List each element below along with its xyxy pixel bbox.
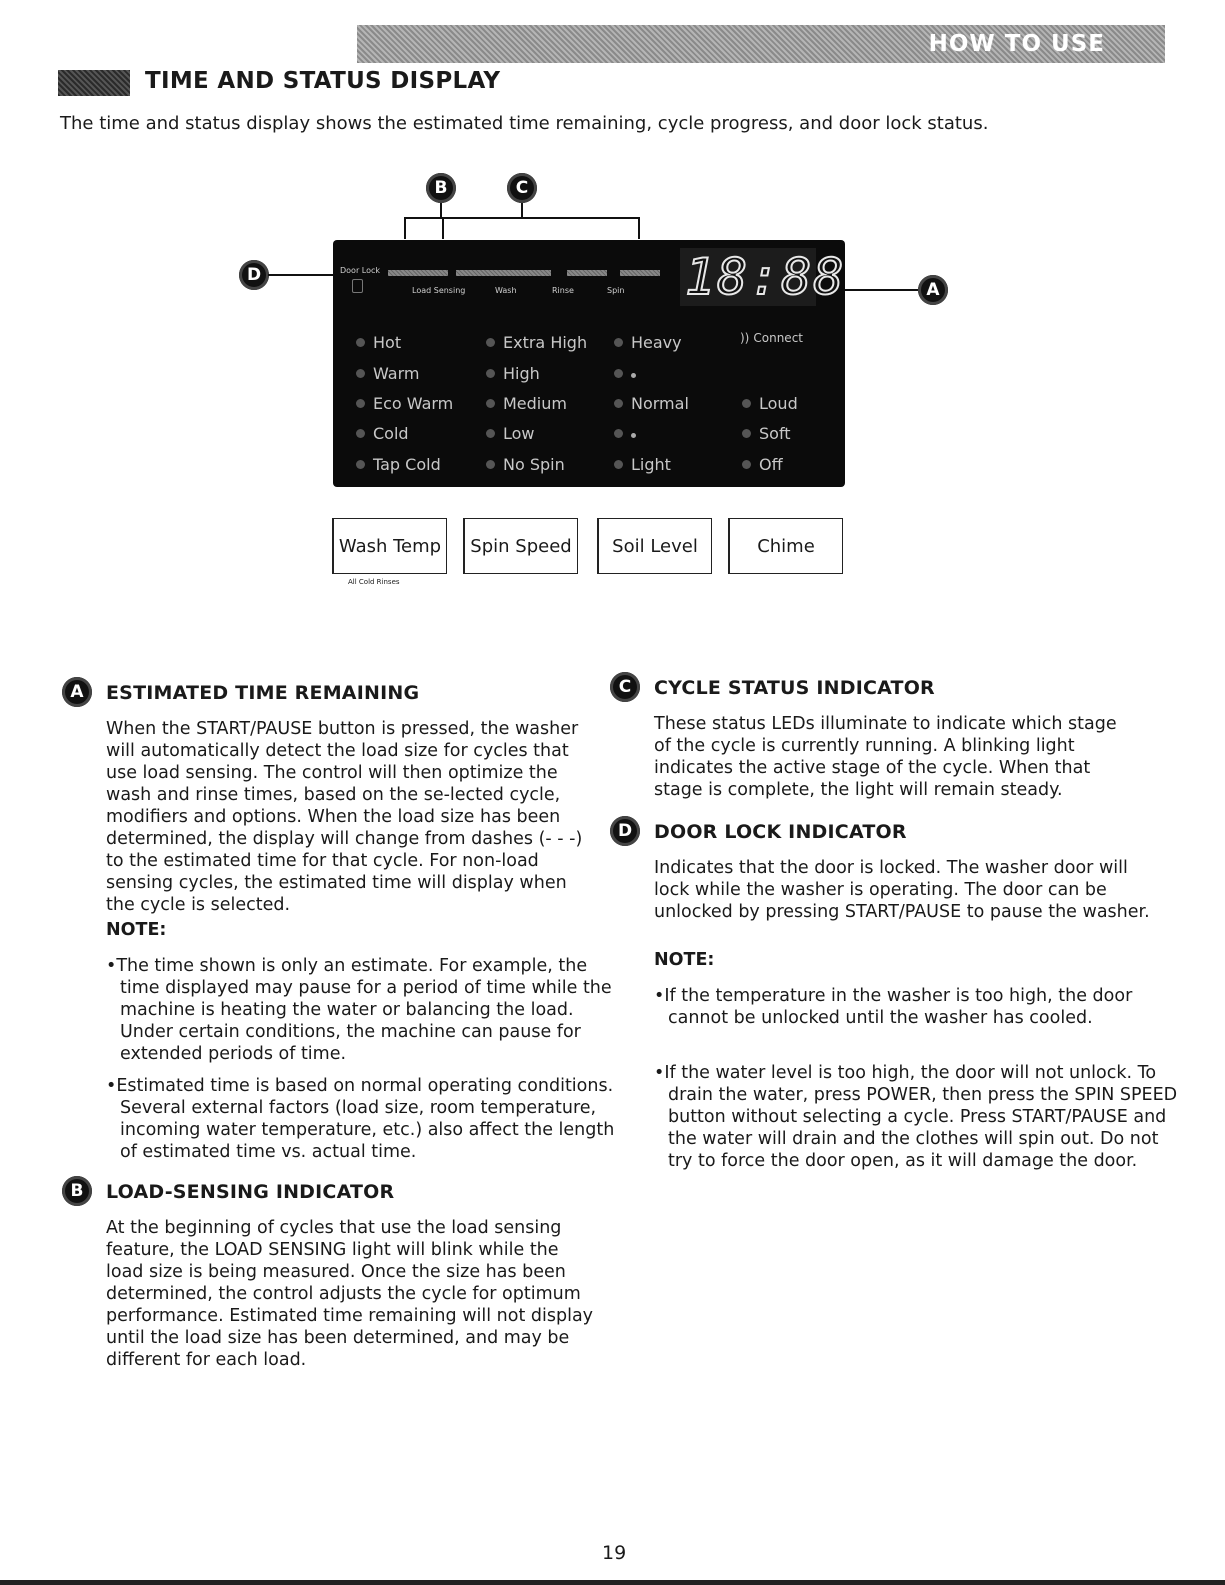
stage-bar-rinse xyxy=(567,270,607,276)
section-c-body: These status LEDs illuminate to indicate which stage of the cycle is currently running. A blinking light indicates the active stage of the cycle. When that stage is complete, the light will remain steady. xyxy=(654,714,1117,800)
wifi-icon: )) xyxy=(740,331,750,345)
section-marker xyxy=(58,70,130,96)
led-icon xyxy=(356,369,365,378)
section-d-body: Indicates that the door is locked. The washer door will lock while the washer is operating. The door can be unlocked by pressing START/PAUSE to pause the washer. xyxy=(654,858,1150,922)
opt-eco-warm: Eco Warm xyxy=(356,394,453,413)
section-d-note-1: •If the temperature in the washer is too high, the door cannot be unlocked until the washer has cooled. xyxy=(654,986,1133,1028)
led-icon xyxy=(486,369,495,378)
opt-no-spin: No Spin xyxy=(486,455,565,474)
opt-cold: Cold xyxy=(356,424,409,443)
callout-c: C xyxy=(507,173,537,203)
opt-extra-high: Extra High xyxy=(486,333,587,352)
callout-d-leader xyxy=(268,274,336,276)
led-icon xyxy=(742,399,751,408)
spin-speed-button[interactable]: Spin Speed xyxy=(463,518,578,574)
bracket-b xyxy=(404,217,444,219)
opt-soil-2 xyxy=(614,364,644,383)
small-dot-icon xyxy=(631,433,636,438)
section-a-body: When the START/PAUSE button is pressed, the washer will automatically detect the load size for cycles that use load sensing. The control will then optimize the wash and rinse times, based on the se-lected cycle, modifiers and options. When the load size has been determined, the display will change from dashes (- - -) to the estimated time for that cycle. For non-load sensing cycles, the estimated time will display when the cycle is selected. xyxy=(106,719,583,915)
callout-a-leader xyxy=(845,289,920,291)
all-cold-rinses-label: All Cold Rinses xyxy=(348,578,400,586)
section-a-note-1: •The time shown is only an estimate. For example, the time displayed may pause for a period of time while the machine is heating the water or balancing the load. Under certain conditions, the machine can pause for extended periods of time. xyxy=(106,956,612,1064)
led-icon xyxy=(356,429,365,438)
callout-c-leader xyxy=(521,203,523,218)
opt-light: Light xyxy=(614,455,671,474)
led-icon xyxy=(486,338,495,347)
how-to-use-tab xyxy=(357,25,1165,63)
opt-warm: Warm xyxy=(356,364,419,383)
callout-b: B xyxy=(426,173,456,203)
page-number: 19 xyxy=(602,1542,627,1564)
led-icon xyxy=(486,399,495,408)
how-to-use-label: HOW TO USE xyxy=(928,31,1105,57)
section-d-badge: D xyxy=(610,816,640,846)
bracket-c-right xyxy=(638,217,640,239)
opt-loud: Loud xyxy=(742,394,798,413)
opt-soil-4 xyxy=(614,424,644,443)
led-icon xyxy=(614,338,623,347)
opt-connect: )) Connect xyxy=(740,331,803,345)
section-d-note-label: NOTE: xyxy=(654,950,715,970)
opt-high: High xyxy=(486,364,540,383)
section-a-note-2: •Estimated time is based on normal operating conditions. Several external factors (load size, room temperature, incoming water temperature, etc.) also affect the length of estimated time vs. actual time. xyxy=(106,1076,615,1162)
section-b-title: LOAD-SENSING INDICATOR xyxy=(106,1181,395,1203)
time-display: 18:88 xyxy=(685,248,846,306)
section-d-title: DOOR LOCK INDICATOR xyxy=(654,821,907,843)
soil-level-button[interactable]: Soil Level xyxy=(597,518,712,574)
led-icon xyxy=(614,460,623,469)
opt-soft: Soft xyxy=(742,424,791,443)
lock-icon xyxy=(352,279,363,293)
callout-b-leader xyxy=(440,203,442,218)
stage-bar-wash xyxy=(456,270,551,276)
led-icon xyxy=(742,460,751,469)
stage-rinse: Rinse xyxy=(552,286,574,295)
opt-low: Low xyxy=(486,424,535,443)
led-icon xyxy=(356,338,365,347)
chime-button[interactable]: Chime xyxy=(728,518,843,574)
stage-bar-spin xyxy=(620,270,660,276)
opt-medium: Medium xyxy=(486,394,567,413)
door-lock-label: Door Lock xyxy=(340,266,381,275)
bracket-b-left xyxy=(404,217,406,239)
stage-bar-load-sensing xyxy=(388,270,448,276)
wash-temp-button[interactable]: Wash Temp xyxy=(332,518,447,574)
stage-wash: Wash xyxy=(495,286,517,295)
led-icon xyxy=(742,429,751,438)
intro-text: The time and status display shows the estimated time remaining, cycle progress, and door lock status. xyxy=(60,113,989,134)
led-icon xyxy=(356,399,365,408)
callout-a: A xyxy=(918,275,948,305)
opt-tap-cold: Tap Cold xyxy=(356,455,441,474)
led-icon xyxy=(614,369,623,378)
section-b-badge: B xyxy=(62,1176,92,1206)
section-d-note-2: •If the water level is too high, the door will not unlock. To drain the water, press POWER, then press the SPIN SPEED button without selecting a cycle. Press START/PAUSE and the water will drain and the clothes will spin out. Do not try to force the door open, as it will damage the door. xyxy=(654,1063,1178,1171)
opt-off: Off xyxy=(742,455,783,474)
stage-load-sensing: Load Sensing xyxy=(412,286,466,295)
section-a-title: ESTIMATED TIME REMAINING xyxy=(106,682,420,704)
section-a-badge: A xyxy=(62,677,92,707)
stage-spin: Spin xyxy=(607,286,625,295)
opt-normal: Normal xyxy=(614,394,689,413)
section-c-title: CYCLE STATUS INDICATOR xyxy=(654,677,935,699)
small-dot-icon xyxy=(631,373,636,378)
section-b-body: At the beginning of cycles that use the load sensing feature, the LOAD SENSING light will blink while the load size is being measured. Once the size has been determined, the control adjusts the cycle for optimum performance. Estimated time remaining will not display until the load size has been determined, and may be different for each load. xyxy=(106,1218,594,1370)
bottom-rule xyxy=(0,1580,1225,1585)
led-icon xyxy=(356,460,365,469)
led-icon xyxy=(486,429,495,438)
opt-hot: Hot xyxy=(356,333,401,352)
led-icon xyxy=(614,399,623,408)
opt-heavy: Heavy xyxy=(614,333,682,352)
led-icon xyxy=(614,429,623,438)
callout-d: D xyxy=(239,260,269,290)
bracket-b-right xyxy=(442,217,444,239)
section-c-badge: C xyxy=(610,672,640,702)
section-a-note-label: NOTE: xyxy=(106,920,167,940)
bracket-c xyxy=(440,217,640,219)
page-title: TIME AND STATUS DISPLAY xyxy=(145,68,501,94)
led-icon xyxy=(486,460,495,469)
